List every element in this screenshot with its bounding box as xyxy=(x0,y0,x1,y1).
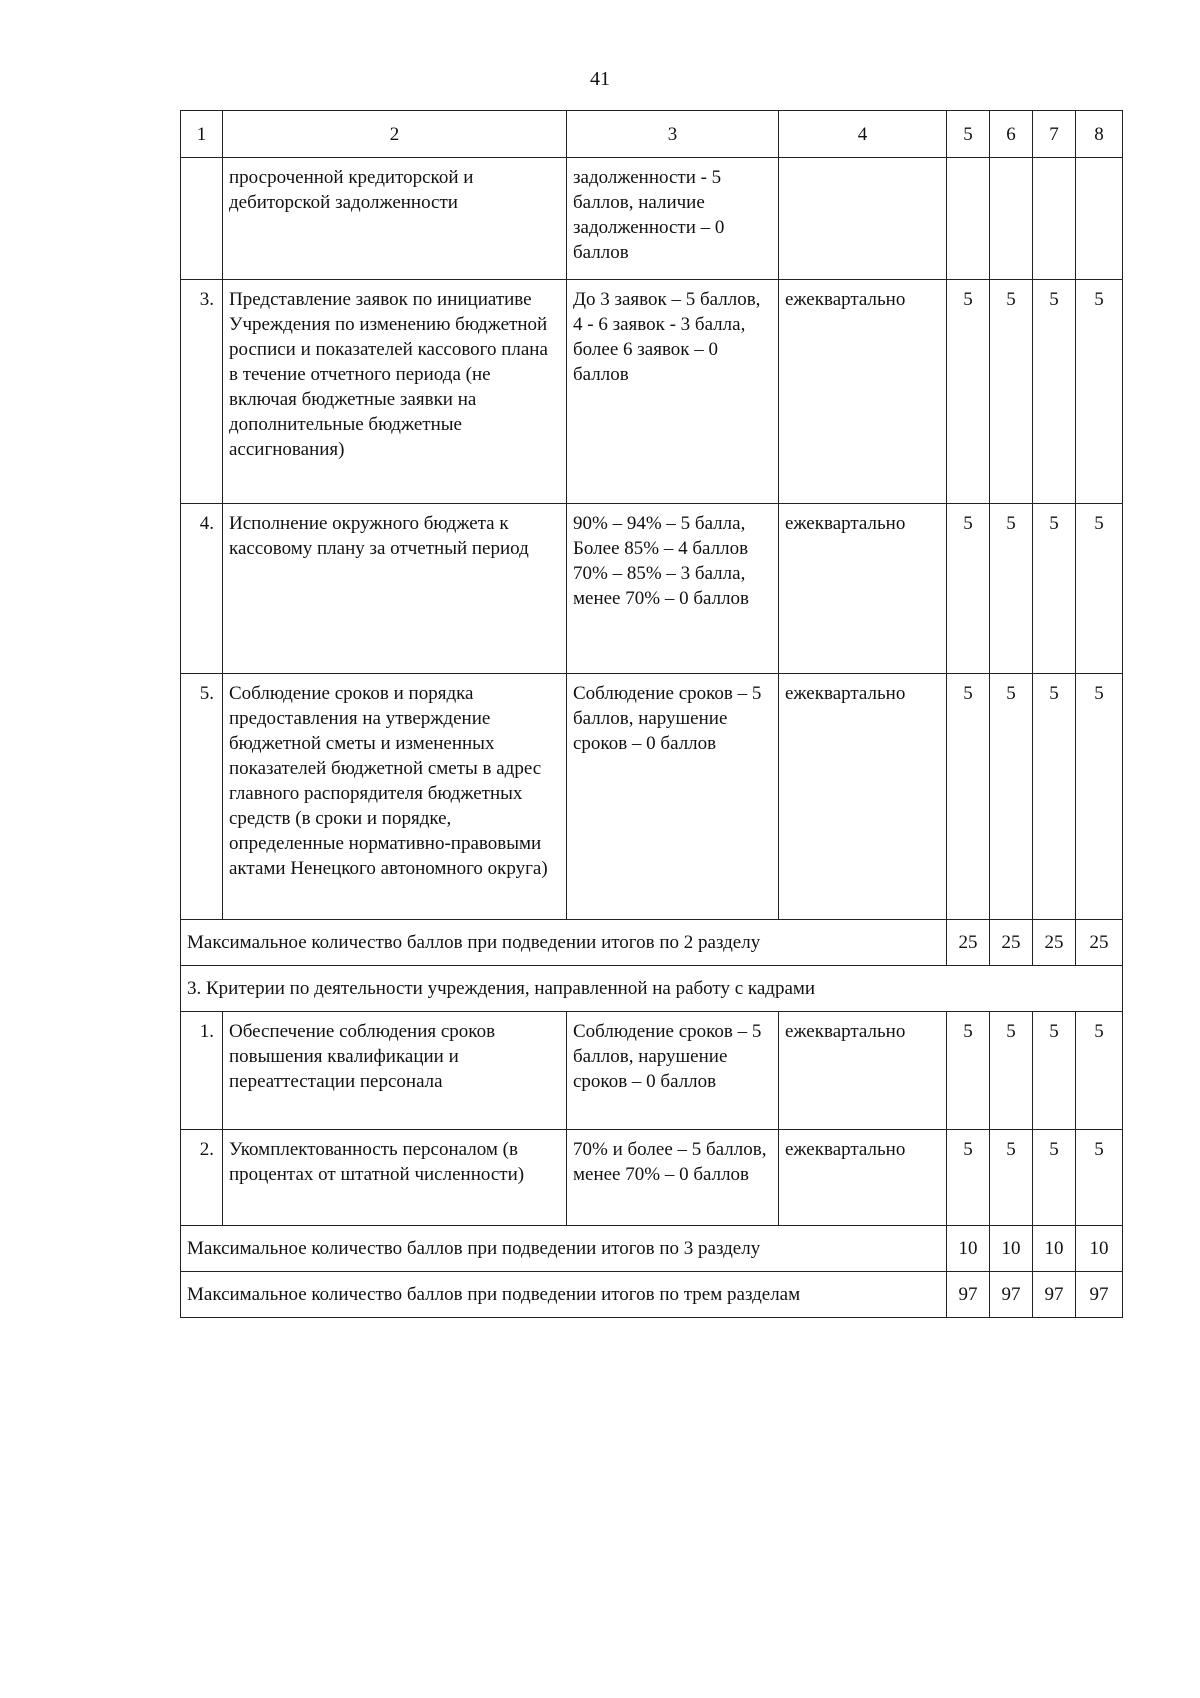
total-row-section2 xyxy=(181,920,1123,966)
row-number: 2. xyxy=(181,1130,223,1226)
scoring-cell: Соблюдение сроков – 5 баллов, нарушение сроков – 0 баллов xyxy=(567,1012,779,1130)
score-cell: 5 xyxy=(947,674,990,920)
total-value: 97 xyxy=(990,1272,1033,1318)
total-value: 10 xyxy=(990,1226,1033,1272)
total-value: 97 xyxy=(947,1272,990,1318)
total-value: 25 xyxy=(990,920,1033,966)
criterion-cell: Представление заявок по инициативе Учреждения по изменению бюджетной росписи и показателей кассового плана в течение отчетного периода (не включая бюджетные заявки на дополнительные бюджетные ассигнования) xyxy=(223,280,567,504)
total-value: 10 xyxy=(1033,1226,1076,1272)
criterion-cell: Исполнение окружного бюджета к кассовому плану за отчетный период xyxy=(223,504,567,674)
score-cell: 5 xyxy=(947,504,990,674)
criterion-cell: Соблюдение сроков и порядка предоставления на утверждение бюджетной сметы и измененных показателей бюджетной сметы в адрес главного распорядителя бюджетных средств (в сроки и порядке, определенные нормативно-правовыми актами Ненецкого автономного округа) xyxy=(223,674,567,920)
period-cell: ежеквартально xyxy=(779,280,947,504)
row-number: 4. xyxy=(181,504,223,674)
table-header-row xyxy=(181,111,1123,158)
score-cell: 5 xyxy=(947,1130,990,1226)
total-value: 10 xyxy=(947,1226,990,1272)
scoring-cell: задолженности - 5 баллов, наличие задолженности – 0 баллов xyxy=(567,158,779,280)
score-cell: 5 xyxy=(947,280,990,504)
score-cell: 5 xyxy=(1076,1130,1123,1226)
score-cell: 5 xyxy=(1033,674,1076,920)
table-row xyxy=(181,674,1123,920)
table-row xyxy=(181,280,1123,504)
table-row xyxy=(181,1012,1123,1130)
row-number xyxy=(181,158,223,280)
header-cell: 6 xyxy=(990,111,1033,158)
scoring-cell: 70% и более – 5 баллов, менее 70% – 0 баллов xyxy=(567,1130,779,1226)
table-row xyxy=(181,158,1123,280)
period-cell: ежеквартально xyxy=(779,504,947,674)
score-cell xyxy=(947,158,990,280)
score-cell xyxy=(990,158,1033,280)
header-cell: 4 xyxy=(779,111,947,158)
criterion-cell: просроченной кредиторской и дебиторской задолженности xyxy=(223,158,567,280)
total-value: 97 xyxy=(1033,1272,1076,1318)
criteria-table xyxy=(180,110,1123,1318)
total-row-all-sections xyxy=(181,1272,1123,1318)
score-cell: 5 xyxy=(990,504,1033,674)
criterion-cell: Обеспечение соблюдения сроков повышения квалификации и переаттестации персонала xyxy=(223,1012,567,1130)
row-number: 5. xyxy=(181,674,223,920)
header-cell: 1 xyxy=(181,111,223,158)
score-cell: 5 xyxy=(1033,1012,1076,1130)
score-cell xyxy=(1076,158,1123,280)
header-cell: 5 xyxy=(947,111,990,158)
period-cell: ежеквартально xyxy=(779,1130,947,1226)
header-cell: 7 xyxy=(1033,111,1076,158)
table-row xyxy=(181,504,1123,674)
score-cell: 5 xyxy=(1076,674,1123,920)
header-cell: 2 xyxy=(223,111,567,158)
section-title: 3. Критерии по деятельности учреждения, направленной на работу с кадрами xyxy=(181,966,1123,1012)
header-cell: 3 xyxy=(567,111,779,158)
total-label: Максимальное количество баллов при подведении итогов по трем разделам xyxy=(181,1272,947,1318)
total-value: 25 xyxy=(1076,920,1123,966)
total-row-section3 xyxy=(181,1226,1123,1272)
scoring-cell: Соблюдение сроков – 5 баллов, нарушение сроков – 0 баллов xyxy=(567,674,779,920)
total-value: 10 xyxy=(1076,1226,1123,1272)
total-value: 97 xyxy=(1076,1272,1123,1318)
score-cell: 5 xyxy=(990,1012,1033,1130)
score-cell xyxy=(1033,158,1076,280)
row-number: 3. xyxy=(181,280,223,504)
score-cell: 5 xyxy=(1033,504,1076,674)
total-label: Максимальное количество баллов при подведении итогов по 3 разделу xyxy=(181,1226,947,1272)
page-number: 41 xyxy=(590,68,610,90)
score-cell: 5 xyxy=(990,674,1033,920)
period-cell: ежеквартально xyxy=(779,1012,947,1130)
score-cell: 5 xyxy=(1076,1012,1123,1130)
score-cell: 5 xyxy=(1076,504,1123,674)
section-title-row xyxy=(181,966,1123,1012)
score-cell: 5 xyxy=(1076,280,1123,504)
total-value: 25 xyxy=(947,920,990,966)
score-cell: 5 xyxy=(1033,280,1076,504)
table-row xyxy=(181,1130,1123,1226)
criterion-cell: Укомплектованность персоналом (в процентах от штатной численности) xyxy=(223,1130,567,1226)
header-cell: 8 xyxy=(1076,111,1123,158)
scoring-cell: До 3 заявок – 5 баллов, 4 - 6 заявок - 3 балла, более 6 заявок – 0 баллов xyxy=(567,280,779,504)
row-number: 1. xyxy=(181,1012,223,1130)
score-cell: 5 xyxy=(1033,1130,1076,1226)
scoring-cell: 90% – 94% – 5 балла, Более 85% – 4 баллов 70% – 85% – 3 балла, менее 70% – 0 баллов xyxy=(567,504,779,674)
score-cell: 5 xyxy=(990,1130,1033,1226)
total-label: Максимальное количество баллов при подведении итогов по 2 разделу xyxy=(181,920,947,966)
period-cell xyxy=(779,158,947,280)
total-value: 25 xyxy=(1033,920,1076,966)
score-cell: 5 xyxy=(990,280,1033,504)
score-cell: 5 xyxy=(947,1012,990,1130)
period-cell: ежеквартально xyxy=(779,674,947,920)
